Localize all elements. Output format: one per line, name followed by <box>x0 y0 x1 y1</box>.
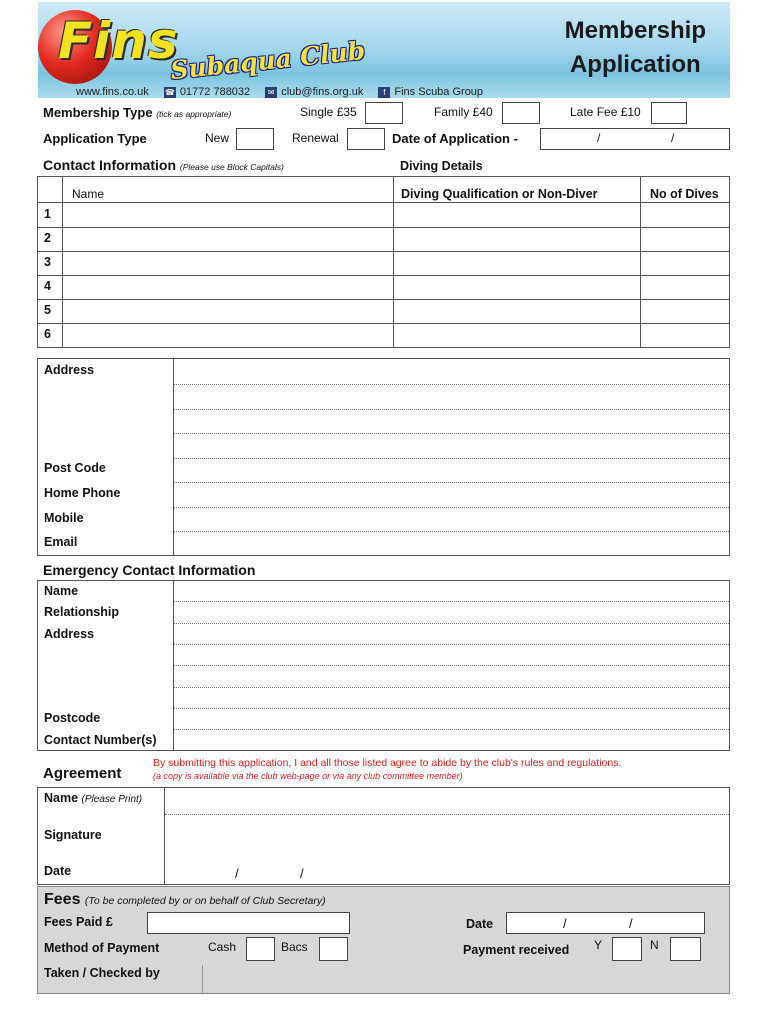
late-fee-label: Late Fee £10 <box>570 105 641 119</box>
postcode-line[interactable] <box>174 482 729 483</box>
address-line-2[interactable] <box>174 409 729 410</box>
column-header-name: Name <box>72 187 105 201</box>
date-separator: / <box>597 131 601 145</box>
renewal-checkbox[interactable] <box>347 128 385 150</box>
date-separator: / <box>629 916 633 931</box>
emergency-heading: Emergency Contact Information <box>43 562 256 578</box>
logo-subtitle: Subaqua Club <box>169 35 367 86</box>
yes-label: Y <box>594 938 603 952</box>
date-separator: / <box>235 866 239 881</box>
fees-heading-text: Fees <box>44 891 81 908</box>
no-label: N <box>650 938 659 952</box>
agreement-name-line[interactable] <box>165 814 729 815</box>
payment-yes-checkbox[interactable] <box>612 937 642 961</box>
contact-table <box>37 176 730 348</box>
facebook-link[interactable]: Fins Scuba Group <box>394 86 484 98</box>
fees-date-field[interactable] <box>506 912 705 934</box>
address-line-3[interactable] <box>174 433 729 434</box>
date-of-application-label: Date of Application - <box>392 131 518 146</box>
divider <box>38 251 729 252</box>
facebook-icon: f <box>378 87 390 98</box>
single-checkbox[interactable] <box>365 102 403 124</box>
divider <box>173 359 174 555</box>
emergency-name-line[interactable] <box>174 601 729 602</box>
relationship-label: Relationship <box>44 605 120 619</box>
payment-no-checkbox[interactable] <box>670 937 701 961</box>
renewal-label: Renewal <box>292 131 339 145</box>
website-link[interactable]: www.fins.co.uk <box>76 86 149 98</box>
address-line-1[interactable] <box>174 384 729 385</box>
fees-hint: (To be completed by or on behalf of Club Secretary) <box>84 895 326 907</box>
application-type-label: Application Type <box>43 131 147 146</box>
diving-heading: Diving Details <box>400 159 483 173</box>
emergency-address-label: Address <box>44 627 95 641</box>
agreement-name-label <box>44 791 142 805</box>
address-line-4[interactable] <box>174 458 729 459</box>
contact-numbers-label: Contact Number(s) <box>44 733 157 747</box>
method-of-payment-label: Method of Payment <box>44 941 160 955</box>
membership-type-label <box>43 105 231 120</box>
cash-label: Cash <box>208 940 237 954</box>
emergency-postcode-label: Postcode <box>44 711 101 725</box>
phone-number: 01772 788032 <box>179 86 251 98</box>
agreement-date-label: Date <box>44 864 72 878</box>
fees-heading <box>44 891 326 909</box>
email-link[interactable]: club@fins.org.uk <box>281 86 364 98</box>
address-section <box>37 358 730 556</box>
row-number: 3 <box>44 255 51 269</box>
contact-heading-text: Contact Information <box>43 157 176 173</box>
date-of-application-field[interactable] <box>540 128 730 150</box>
row-number: 5 <box>44 303 51 317</box>
postcode-label: Post Code <box>44 461 106 475</box>
emergency-address-line-2[interactable] <box>174 665 729 666</box>
signature-field[interactable] <box>164 830 730 878</box>
fees-paid-field[interactable] <box>147 912 350 934</box>
divider <box>38 275 729 276</box>
emergency-postcode-line[interactable] <box>174 708 729 709</box>
header-banner <box>38 2 730 98</box>
column-header-qualification: Diving Qualification or Non-Diver <box>401 187 598 201</box>
fees-date-label: Date <box>466 917 494 931</box>
taken-checked-field[interactable] <box>202 965 730 993</box>
agreement-note: (a copy is available via the club web-page or via any club committee member) <box>153 771 463 781</box>
bacs-checkbox[interactable] <box>319 937 348 961</box>
family-label: Family £40 <box>434 105 493 119</box>
contact-numbers-line[interactable] <box>174 729 729 730</box>
date-separator: / <box>671 131 675 145</box>
emergency-name-label: Name <box>44 584 79 598</box>
phone-icon: ☎ <box>164 87 175 97</box>
new-checkbox[interactable] <box>236 128 274 150</box>
fees-section <box>37 886 730 994</box>
logo-text: Fins <box>58 12 179 70</box>
taken-checked-label: Taken / Checked by <box>44 966 160 980</box>
emergency-address-line-3[interactable] <box>174 687 729 688</box>
mobile-line[interactable] <box>174 531 729 532</box>
cash-checkbox[interactable] <box>246 937 275 961</box>
single-label: Single £35 <box>300 105 357 119</box>
contact-hint: (Please use Block Capitals) <box>179 162 284 172</box>
email-icon: ✉ <box>265 87 277 98</box>
row-number: 4 <box>44 279 51 293</box>
agreement-name-text: Name <box>44 791 79 805</box>
date-separator: / <box>300 866 304 881</box>
late-fee-checkbox[interactable] <box>651 102 687 124</box>
date-separator: / <box>563 916 567 931</box>
divider <box>38 227 729 228</box>
title-line-2: Application <box>569 51 701 78</box>
row-number: 1 <box>44 207 51 221</box>
divider <box>38 299 729 300</box>
agreement-heading: Agreement <box>43 765 122 782</box>
row-number: 2 <box>44 231 51 245</box>
membership-type-hint: (tick as appropriate) <box>156 109 232 119</box>
mobile-label: Mobile <box>44 511 84 525</box>
home-phone-label: Home Phone <box>44 486 121 500</box>
column-header-dives: No of Dives <box>650 187 719 201</box>
row-number: 6 <box>44 327 51 341</box>
family-checkbox[interactable] <box>502 102 540 124</box>
home-phone-line[interactable] <box>174 507 729 508</box>
emergency-section <box>37 580 730 751</box>
fees-paid-label: Fees Paid £ <box>44 915 113 929</box>
bacs-label: Bacs <box>281 940 308 954</box>
new-label: New <box>205 131 230 145</box>
title-line-1: Membership <box>564 17 706 44</box>
address-label: Address <box>44 363 95 377</box>
agreement-statement: By submitting this application, I and all those listed agree to abide by the club's rules and regulations. <box>153 757 622 769</box>
relationship-line[interactable] <box>174 623 729 624</box>
page-title <box>565 14 706 82</box>
signature-label: Signature <box>44 828 102 842</box>
agreement-name-hint: (Please Print) <box>81 794 143 805</box>
divider <box>38 323 729 324</box>
emergency-address-line-1[interactable] <box>174 644 729 645</box>
contact-bar <box>76 86 483 98</box>
payment-received-label: Payment received <box>463 943 570 957</box>
email-label: Email <box>44 535 78 549</box>
contact-heading <box>43 157 284 173</box>
membership-type-text: Membership Type <box>43 105 153 120</box>
divider <box>38 202 729 203</box>
